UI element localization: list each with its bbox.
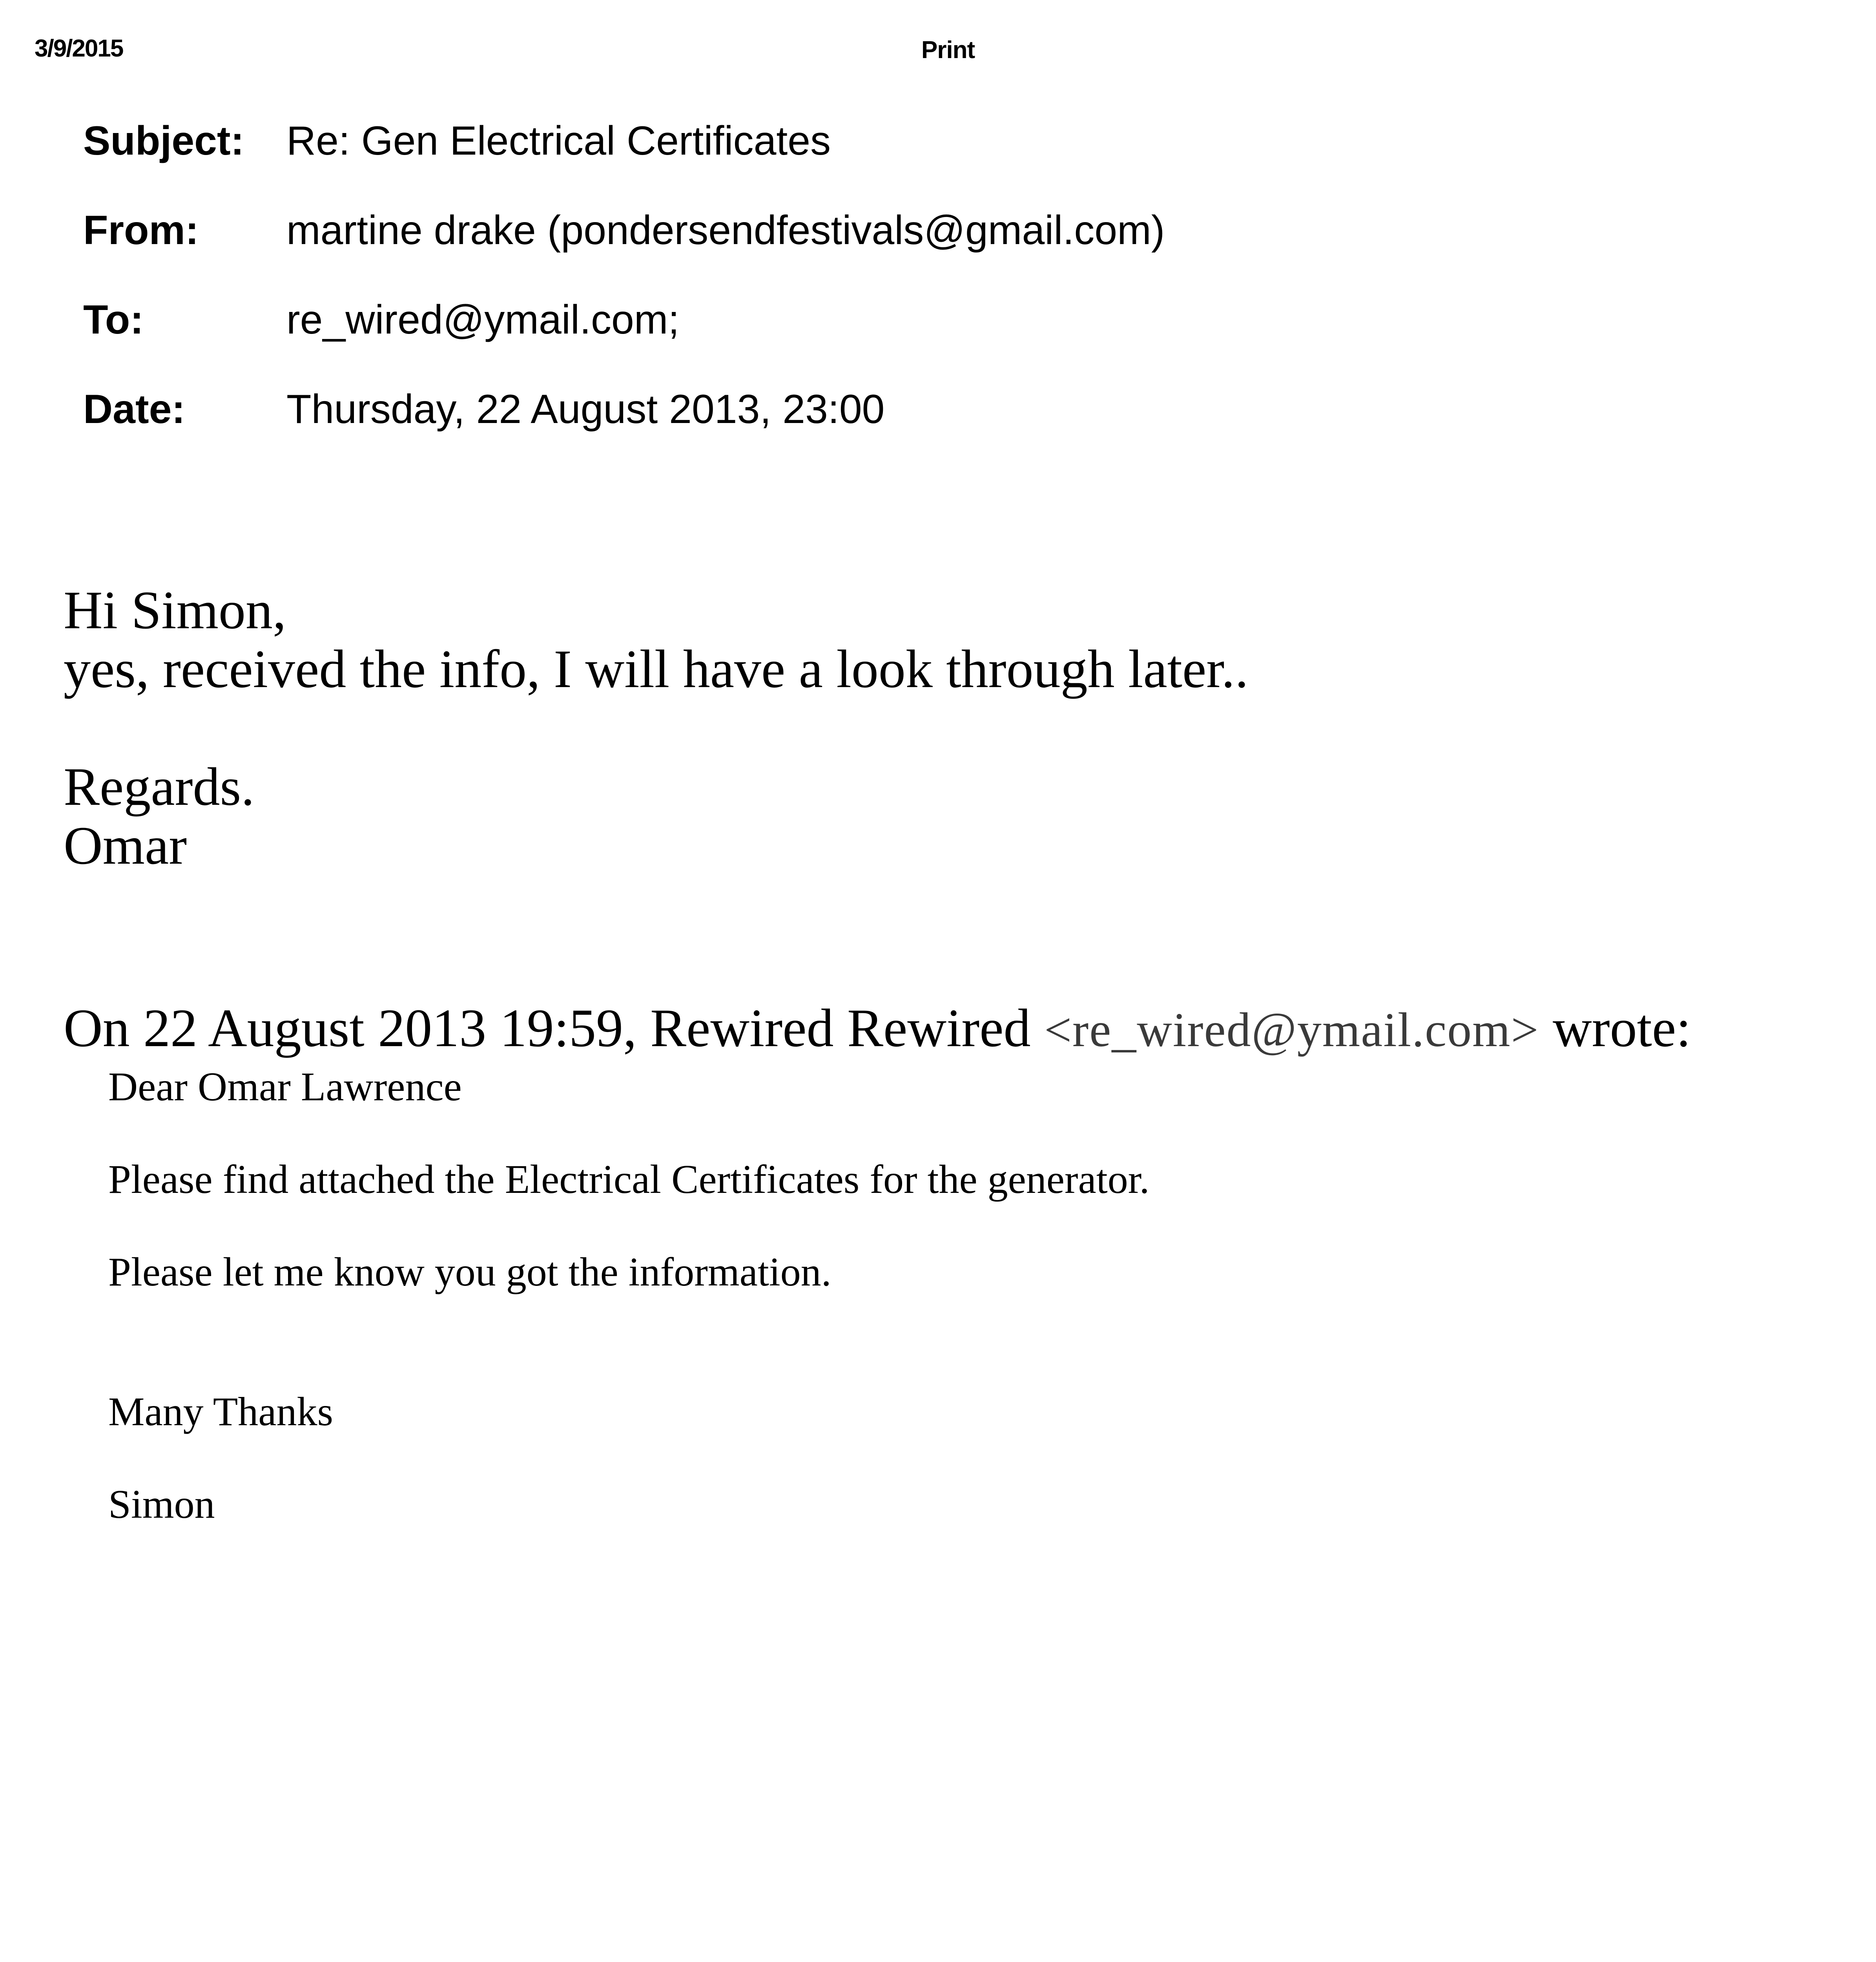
quoted-line-attached: Please find attached the Electrical Certificates for the generator.	[108, 1157, 1150, 1202]
quoted-line-request: Please let me know you got the information.	[108, 1249, 831, 1295]
reply-line: yes, received the info, I will have a look through later..	[64, 639, 1249, 699]
subject-value: Re: Gen Electrical Certificates	[286, 118, 831, 164]
to-value: re_wired@ymail.com;	[286, 297, 680, 343]
date-value: Thursday, 22 August 2013, 23:00	[286, 387, 885, 432]
reply-greeting: Hi Simon,	[64, 580, 286, 640]
subject-label: Subject:	[83, 118, 244, 164]
to-label: To:	[83, 297, 144, 343]
quoted-salutation: Dear Omar Lawrence	[108, 1064, 462, 1109]
reply-regards: Regards.	[64, 757, 255, 817]
quote-intro-prefix: On 22 August 2013 19:59, Rewired Rewired	[64, 998, 1045, 1058]
print-title: Print	[921, 36, 975, 64]
quoted-closing: Many Thanks	[108, 1389, 333, 1434]
quote-intro-email: <re_wired@ymail.com>	[1044, 1003, 1539, 1057]
reply-signature: Omar	[64, 815, 187, 875]
date-label: Date:	[83, 387, 186, 432]
from-label: From:	[83, 208, 199, 253]
reply-spacer	[64, 698, 1249, 757]
quote-intro-suffix: wrote:	[1539, 998, 1691, 1058]
from-value: martine drake (pondersendfestivals@gmail.com)	[286, 208, 1165, 253]
quoted-signature: Simon	[108, 1482, 215, 1527]
print-date: 3/9/2015	[35, 35, 123, 62]
reply-body	[64, 581, 1249, 875]
quote-intro	[64, 997, 1691, 1059]
